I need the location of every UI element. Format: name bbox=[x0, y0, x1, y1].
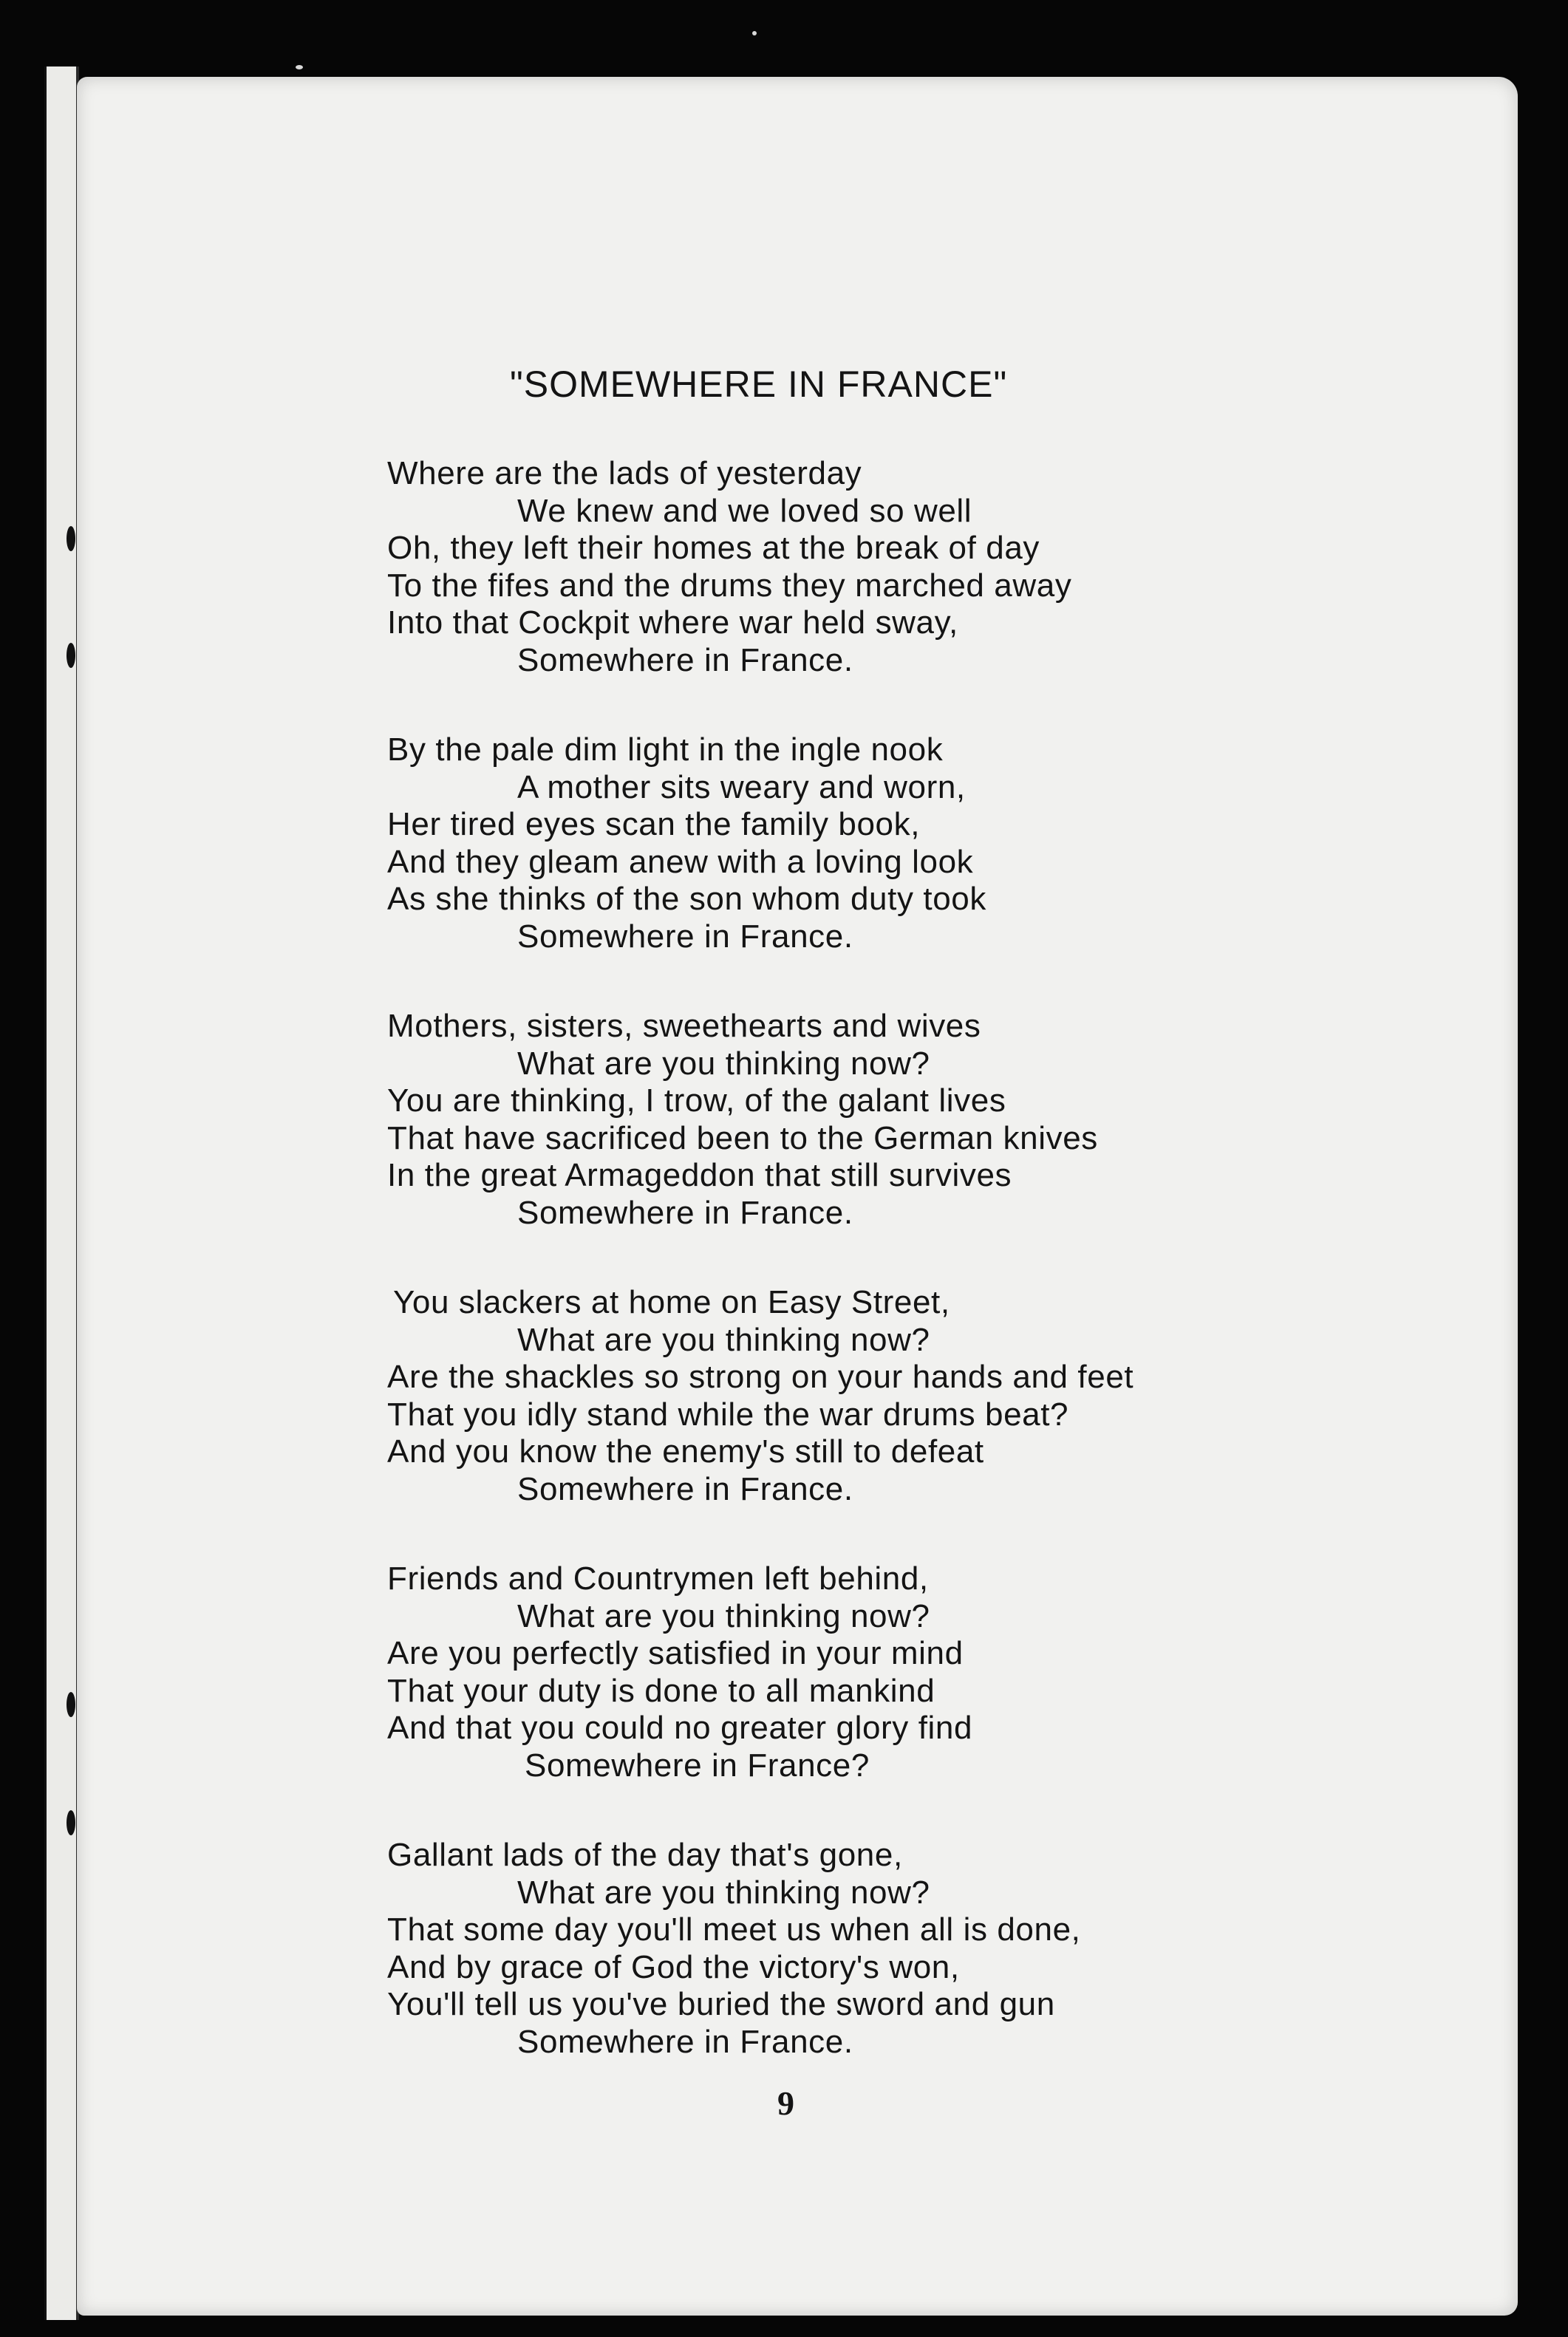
binding-mark bbox=[67, 1810, 75, 1835]
poem bbox=[387, 362, 1348, 2113]
stanza bbox=[387, 1284, 1348, 1508]
poem-line: You'll tell us you've buried the sword and gun bbox=[387, 1986, 1055, 2022]
poem-line: What are you thinking now? bbox=[517, 1321, 930, 1358]
poem-line: In the great Armageddon that still survives bbox=[387, 1157, 1012, 1193]
poem-line: What are you thinking now? bbox=[517, 1597, 930, 1634]
stanza bbox=[387, 731, 1348, 955]
poem-line: Oh, they left their homes at the break of day bbox=[387, 530, 1040, 566]
stanza bbox=[387, 1837, 1348, 2061]
binding-mark bbox=[67, 1692, 75, 1717]
poem-line: Are you perfectly satisfied in your mind bbox=[387, 1635, 964, 1671]
poem-line: And they gleam anew with a loving look bbox=[387, 843, 974, 880]
poem-refrain: Somewhere in France. bbox=[517, 918, 853, 955]
poem-line: What are you thinking now? bbox=[517, 1045, 930, 1082]
poem-line: What are you thinking now? bbox=[517, 1874, 930, 1911]
poem-title: "SOMEWHERE IN FRANCE" bbox=[510, 364, 1008, 405]
binding-mark bbox=[67, 643, 75, 668]
poem-line: As she thinks of the son whom duty took bbox=[387, 881, 986, 917]
poem-line: Mothers, sisters, sweethearts and wives bbox=[387, 1008, 981, 1044]
poem-refrain: Somewhere in France? bbox=[525, 1747, 870, 1784]
poem-line: And by grace of God the victory's won, bbox=[387, 1948, 960, 1985]
scan-speck bbox=[296, 65, 303, 69]
stanza bbox=[387, 455, 1348, 679]
poem-line: Into that Cockpit where war held sway, bbox=[387, 604, 958, 641]
stanza bbox=[387, 1560, 1348, 1784]
poem-line: By the pale dim light in the ingle nook bbox=[387, 731, 944, 768]
poem-line: That some day you'll meet us when all is done, bbox=[387, 1911, 1081, 1948]
poem-line: Gallant lads of the day that's gone, bbox=[387, 1837, 903, 1873]
binding-mark bbox=[67, 526, 75, 551]
poem-line: And that you could no greater glory find bbox=[387, 1710, 973, 1746]
poem-refrain: Somewhere in France. bbox=[517, 2023, 853, 2060]
poem-line: That your duty is done to all mankind bbox=[387, 1672, 935, 1709]
poem-line: To the fifes and the drums they marched away bbox=[387, 567, 1072, 604]
poem-line: We knew and we loved so well bbox=[517, 492, 972, 529]
poem-line: And you know the enemy's still to defeat bbox=[387, 1433, 984, 1470]
stanza bbox=[387, 1008, 1348, 1232]
poem-line: Where are the lads of yesterday bbox=[387, 455, 862, 491]
poem-line: Her tired eyes scan the family book, bbox=[387, 806, 921, 842]
poem-line: You slackers at home on Easy Street, bbox=[393, 1284, 950, 1320]
poem-line: You are thinking, I trow, of the galant lives bbox=[387, 1082, 1006, 1119]
poem-line: That you idly stand while the war drums beat? bbox=[387, 1396, 1069, 1433]
poem-line: Friends and Countrymen left behind, bbox=[387, 1560, 929, 1597]
book-spine bbox=[44, 66, 79, 2320]
poem-line: A mother sits weary and worn, bbox=[517, 768, 966, 805]
poem-line: That have sacrificed been to the German knives bbox=[387, 1119, 1098, 1156]
poem-refrain: Somewhere in France. bbox=[517, 641, 853, 678]
page-number: 9 bbox=[777, 2084, 794, 2122]
scan-speck bbox=[752, 31, 757, 35]
poem-refrain: Somewhere in France. bbox=[517, 1194, 853, 1231]
poem-line: Are the shackles so strong on your hands and feet bbox=[387, 1359, 1134, 1395]
poem-refrain: Somewhere in France. bbox=[517, 1470, 853, 1507]
